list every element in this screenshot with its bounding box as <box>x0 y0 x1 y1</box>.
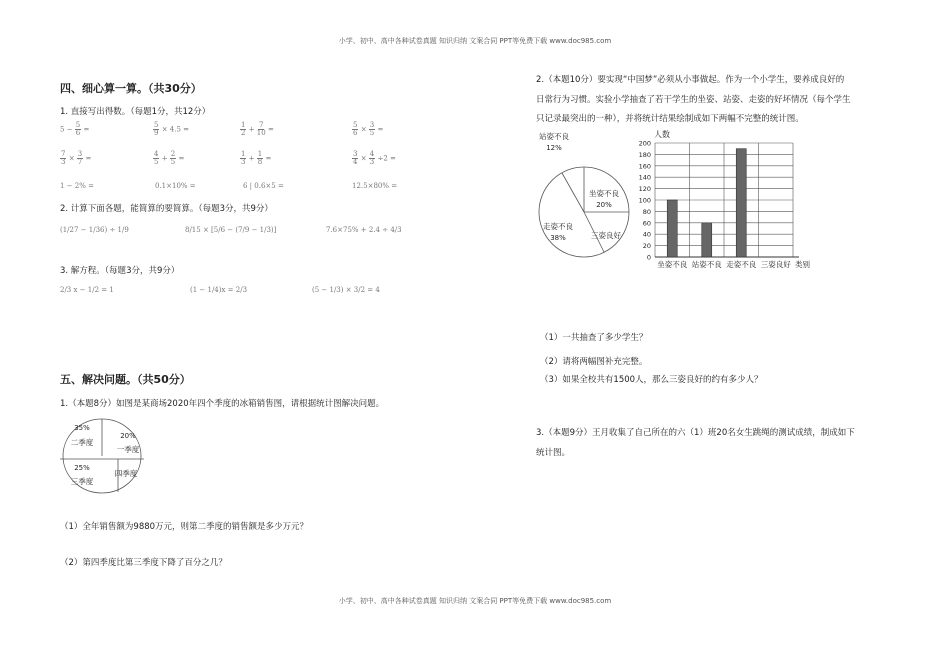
pie-value-label: 20% <box>120 432 136 440</box>
y-tick-label: 160 <box>638 162 651 171</box>
oral-item: 0.1×10% = <box>155 182 196 190</box>
pie-slice-label: 走姿不良 <box>543 222 573 231</box>
y-tick-label: 0 <box>646 253 651 262</box>
y-tick-label: 100 <box>638 196 651 205</box>
x-tick-label: 走姿不良 <box>726 260 757 269</box>
simplify-item: (1/27 − 1/36) ÷ 1/9 <box>60 226 129 234</box>
pie-value-label: 12% <box>546 144 562 152</box>
oral-item: 5 − $\frac{5}{6}$ = <box>60 121 90 137</box>
oral-item: 1 − 2% = <box>60 182 94 190</box>
problem-2-line-2: 日常行为习惯。实验小学抽查了若干学生的坐姿、站姿、走姿的好坏情况（每个学生 <box>536 95 851 105</box>
bar <box>667 200 677 257</box>
x-axis-label: 类别 <box>795 260 810 269</box>
bar <box>702 223 712 257</box>
y-tick-label: 60 <box>642 219 651 228</box>
pie-slice-label: 坐姿不良 <box>589 189 619 198</box>
y-tick-label: 80 <box>642 207 651 216</box>
pie-value-label: 20% <box>596 201 612 209</box>
pie-slice-label: 四季度 <box>114 469 138 478</box>
question-1-title: 1. 直接写出得数。（每题1分，共12分） <box>60 107 211 117</box>
pie-slice-label: 一季度 <box>116 445 140 454</box>
x-tick-label: 三姿良好 <box>760 260 791 269</box>
oral-item: $\frac{1}{3}$ + $\frac{1}{8}$ = <box>241 150 272 166</box>
pie-slice-label: 站姿不良 <box>539 132 569 141</box>
x-tick-label: 站姿不良 <box>691 260 722 269</box>
oral-item: $\frac{5}{9}$ × 4.5 = <box>154 121 190 137</box>
problem-2-line-1: 2.（本题10分）要实现“中国梦”必须从小事做起。作为一个小学生，要养成良好的 <box>536 75 845 85</box>
equation-item: (5 − 1/3) × 3/2 = 4 <box>312 286 380 294</box>
oral-item: $\frac{1}{2}$ + $\frac{7}{10}$ = <box>241 121 274 137</box>
problem-2-question-2: （2）请将两幅图补充完整。 <box>540 357 648 367</box>
posture-bar-chart <box>628 128 828 273</box>
y-tick-label: 200 <box>638 139 651 148</box>
pie-value-label: 35% <box>74 424 90 432</box>
quarter-pie-chart <box>58 416 150 496</box>
y-axis-label: 人数 <box>654 130 670 139</box>
problem-1-question-2: （2）第四季度比第三季度下降了百分之几？ <box>60 558 227 568</box>
oral-item: 6 | 0.6×5 = <box>243 182 284 190</box>
y-tick-label: 140 <box>638 173 651 182</box>
problem-3-line-1: 3.（本题9分）王月收集了自己所在的六（1）班20名女生跳绳的测试成绩，制成如下 <box>536 428 855 438</box>
y-tick-label: 180 <box>638 150 651 159</box>
question-3-title: 3. 解方程。（每题3分，共9分） <box>60 266 180 276</box>
simplify-item: 7.6×75% + 2.4 ÷ 4/3 <box>326 226 402 234</box>
question-2-title: 2. 计算下面各题，能简算的要简算。（每题3分，共9分） <box>60 204 273 214</box>
pie-value-label: 25% <box>74 464 90 472</box>
equation-item: 2/3 x − 1/2 = 1 <box>60 286 114 294</box>
oral-item: $\frac{3}{4}$ × $\frac{4}{3}$ ÷2 = <box>353 150 396 166</box>
pie-value-label: 38% <box>550 234 566 242</box>
problem-1-title: 1.（本题8分）如图是某商场2020年四个季度的冰箱销售图，请根据统计图解决问题。 <box>60 399 385 409</box>
oral-item: $\frac{4}{5}$ + $\frac{2}{5}$ = <box>154 150 185 166</box>
y-tick-label: 120 <box>638 185 651 194</box>
pie-slice-label: 三姿良好 <box>591 231 621 240</box>
y-tick-label: 40 <box>642 230 651 239</box>
simplify-item: 8/15 × [5/6 − (7/9 − 1/3)] <box>185 226 277 234</box>
pie-slice-label: 二季度 <box>70 438 94 447</box>
page-footer: 小学、初中、高中各种试卷真题 知识归纳 文案合同 PPT等免费下载 www.doc985.com <box>338 597 612 605</box>
pie-slice-label: 三季度 <box>70 477 94 486</box>
equation-item: (1 − 1/4)x = 2/3 <box>190 286 248 294</box>
problem-1-question-1: （1）全年销售额为9880万元，则第二季度的销售额是多少万元？ <box>60 522 309 532</box>
y-tick-label: 20 <box>642 242 651 251</box>
bar <box>736 149 746 257</box>
problem-3-line-2: 统计图。 <box>536 448 571 458</box>
x-tick-label: 坐姿不良 <box>657 260 688 269</box>
oral-item: $\frac{7}{3}$ × $\frac{3}{7}$ = <box>61 150 92 166</box>
problem-2-question-1: （1）一共抽查了多少学生？ <box>540 333 648 343</box>
oral-item: 12.5×80% = <box>352 182 398 190</box>
section-5-title: 五、解决问题。（共50分） <box>60 373 191 386</box>
oral-item: $\frac{5}{6}$ × $\frac{3}{5}$ = <box>353 121 384 137</box>
section-4-title: 四、细心算一算。（共30分） <box>60 82 202 95</box>
problem-2-line-3: 只记录最突出的一种），并将统计结果绘制成如下两幅不完整的统计图。 <box>536 114 804 124</box>
page-header: 小学、初中、高中各种试卷真题 知识归纳 文案合同 PPT等免费下载 www.doc985.com <box>338 37 612 45</box>
problem-2-question-3: （3）如果全校共有1500人，那么三姿良好的约有多少人？ <box>540 375 763 385</box>
posture-pie-chart <box>534 128 634 272</box>
